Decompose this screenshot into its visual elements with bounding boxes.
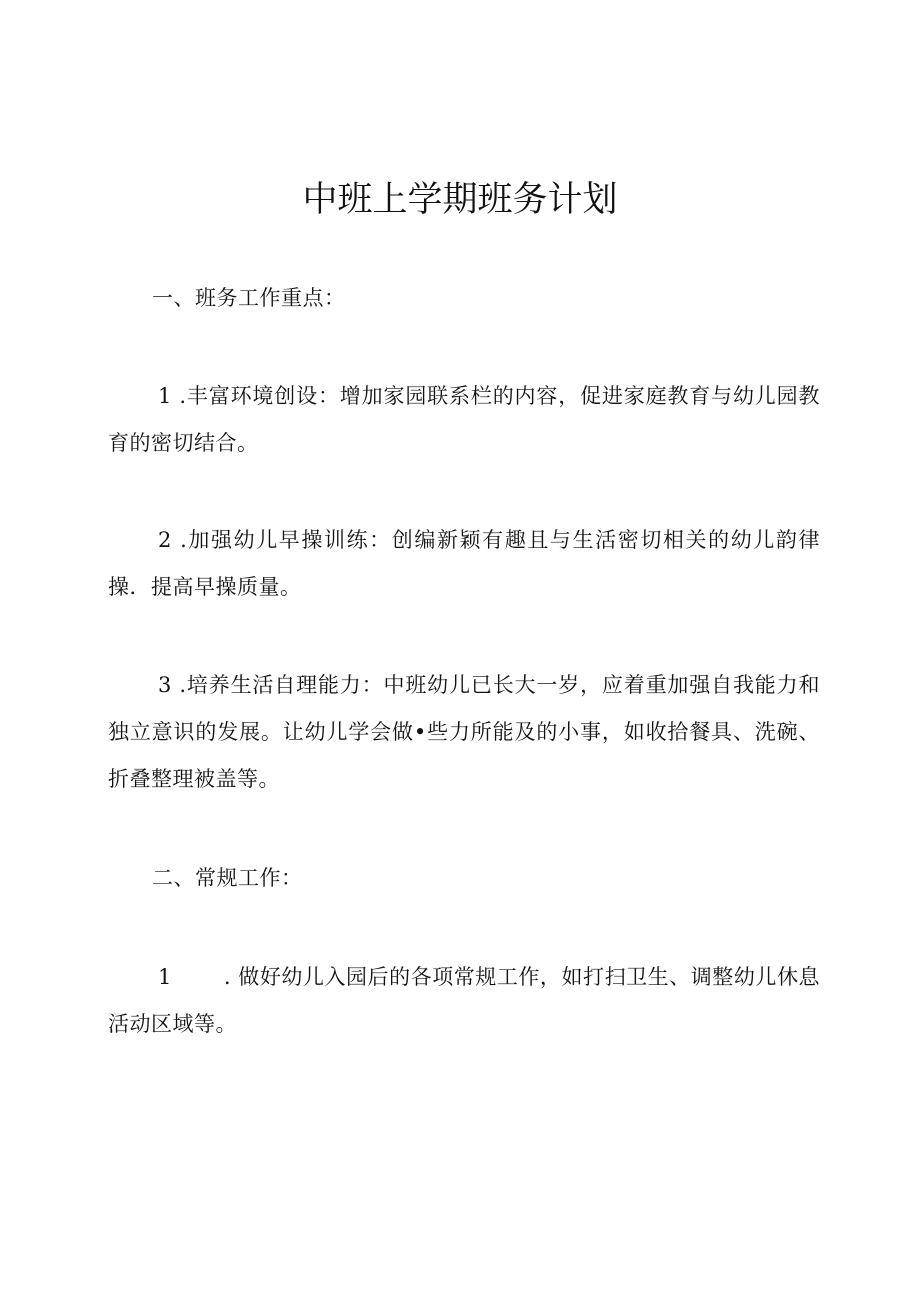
paragraph-item-1: 1 .丰富环境创设：增加家园联系栏的内容，促进家庭教育与幼儿园教育的密切结合。: [108, 384, 820, 455]
paragraph-item-2: 2 .加强幼儿早操训练：创编新颖有趣且与生活密切相关的幼儿韵律操．提高早操质量。: [108, 528, 820, 599]
section-heading-1: 一、班务工作重点：: [152, 286, 346, 310]
item-text: . 做好幼儿入园后的各项常规工作，如打扫卫生、调整幼儿休息活动区域等。: [108, 965, 820, 1036]
paragraph-item-3: 3 .培养生活自理能力：中班幼儿已长大一岁，应着重加强自我能力和独立意识的发展。让幼儿学会做•些力所能及的小事，如收拾餐具、洗碗、折叠整理被盖等。: [108, 673, 820, 791]
section-heading-2: 二、常规工作：: [152, 866, 303, 890]
document-title: 中班上学期班务计划: [302, 180, 618, 220]
paragraph-routine-1: [108, 954, 820, 1048]
item-number: 1: [158, 965, 172, 989]
